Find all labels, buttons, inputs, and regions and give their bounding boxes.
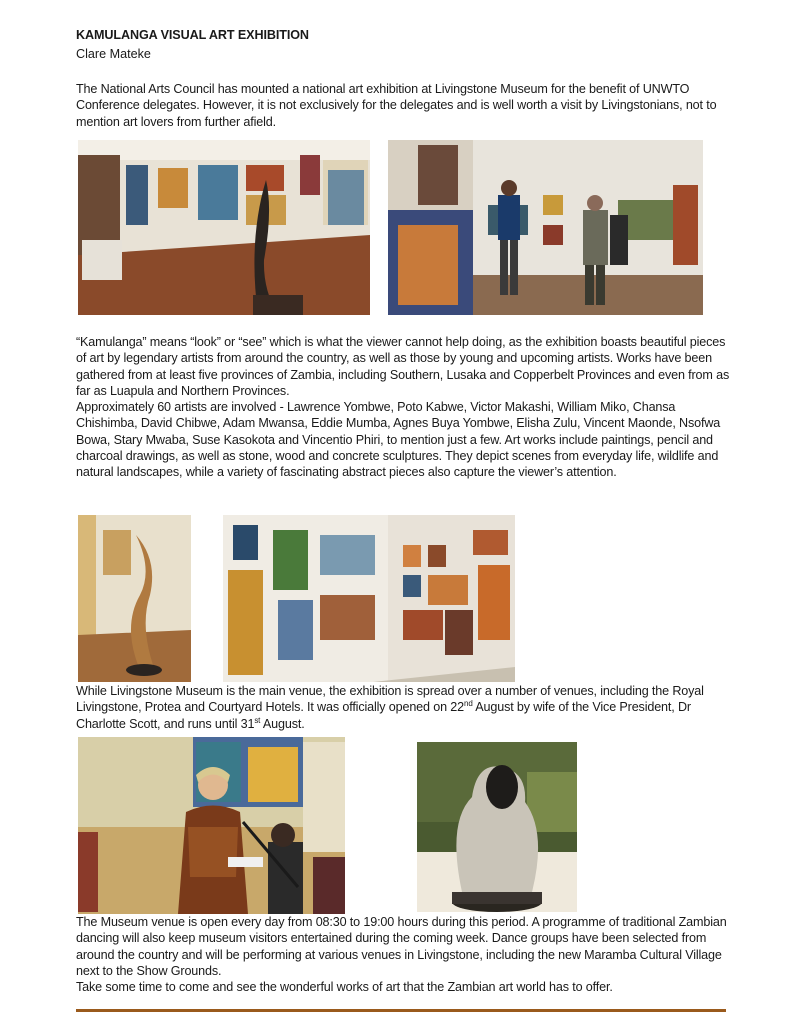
paragraph-text: Approximately 60 artists are involved - Lawrence Yombwe, Poto Kabwe, Victor Makashi, William Miko, Chansa Chishimba, David Chibwe, Adam Mwansa, Eddie Mumba, Agnes Buya Yombwe, Elisha Zulu, Vincent Maonde, Nsofwa Bowa, Stary Mwaba, Suse Kasokota and Vincentio Phiri, to mention just a few. Art works include paintings, pencil and charcoal drawings, as well as stone, wood and concrete sculptures. They depict scenes from everyday life, wildlife and natural landscapes, while a variety of fascinating abstract pieces also capture the viewer’s attention. xyxy=(76,400,721,480)
paragraph-venues xyxy=(76,683,736,732)
paragraph-text: While Livingstone Museum is the main venue, the exhibition is spread over a number of venues, including the Royal Livingstone, Protea and Courtyard Hotels. It was officially opened on 22nd August by wife of the Vice President, Dr Charlotte Scott, and runs until 31st August. xyxy=(76,684,704,731)
paragraph-kamulanga xyxy=(76,334,736,481)
footer-rule xyxy=(76,1009,726,1012)
paragraph-text: “Kamulanga” means “look” or “see” which is what the viewer cannot help doing, as the exhibition boasts beautiful pieces of art by legendary artists from around the country, as well as those by young and upcoming artists. Works have been gathered from at least five provinces of Zambia, including Southern, Lusaka and Copperbelt Provinces and even from as far as Luapula and Northern Provinces. xyxy=(76,335,730,398)
paragraph-museum-hours xyxy=(76,914,736,995)
paragraph-text: Take some time to come and see the wonderful works of art that the Zambian art world has to offer. xyxy=(76,980,613,995)
speaker-opening-photo xyxy=(78,737,345,914)
visitors-viewing-art-photo xyxy=(388,140,703,315)
stone-sculpture-photo xyxy=(417,742,577,912)
painting-wall-photo xyxy=(223,515,515,682)
gallery-room-photo xyxy=(78,140,370,315)
paragraph-intro xyxy=(76,81,736,130)
wooden-sculpture-photo xyxy=(78,515,191,682)
article-author: Clare Mateke xyxy=(76,47,151,61)
article-title: KAMULANGA VISUAL ART EXHIBITION xyxy=(76,28,309,42)
paragraph-text: The Museum venue is open every day from 08:30 to 19:00 hours during this period. A programme of traditional Zambian dancing will also keep museum visitors entertained during the coming week. Dance groups have been selected from around the country and will be performing at various venues in Livingstone, including the new Maramba Cultural Village next to the Show Grounds. xyxy=(76,915,727,978)
paragraph-text: The National Arts Council has mounted a national art exhibition at Livingstone Museum for the benefit of UNWTO Conference delegates. However, it is not exclusively for the delegates and is well worth a visit by Livingstonians, not to mention art lovers from further afield. xyxy=(76,82,717,129)
